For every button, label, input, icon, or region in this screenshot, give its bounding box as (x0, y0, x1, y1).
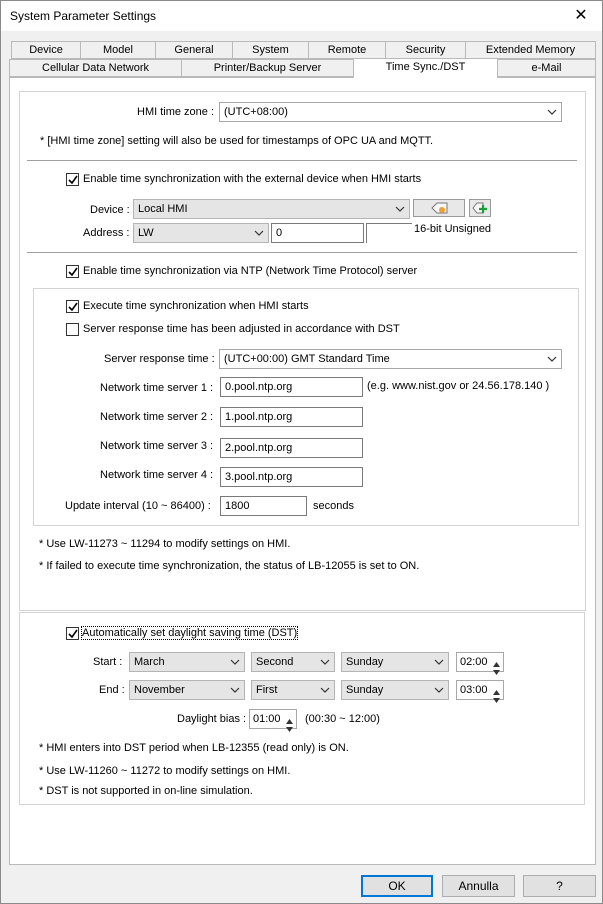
address-label: Address : (83, 227, 130, 239)
dst-end-day-value: Sunday (346, 684, 384, 696)
ntp-server-2-label: Network time server 2 : (100, 411, 214, 423)
spin-arrows (492, 682, 502, 698)
divider (27, 160, 577, 161)
chevron-down-icon (320, 681, 330, 699)
dst-group (19, 612, 585, 805)
chevron-down-icon (395, 200, 405, 218)
dst-start-week-select[interactable] (251, 652, 335, 672)
spin-down-icon[interactable] (493, 691, 500, 709)
dst-note-1: * HMI enters into DST period when LB-12355 (read only) is ON. (39, 742, 349, 754)
hmi-time-zone-select[interactable] (219, 102, 562, 122)
chevron-down-icon (320, 653, 330, 671)
dst-end-time-spinner[interactable] (456, 680, 504, 700)
ntp-server-3-label: Network time server 3 : (100, 440, 214, 452)
dst-note-2: * Use LW-11260 ~ 11272 to modify settings on HMI. (39, 765, 291, 777)
device-settings-button[interactable] (413, 199, 465, 217)
daylight-bias-label: Daylight bias : (177, 713, 247, 725)
spin-down-icon[interactable] (493, 663, 500, 681)
ntp-server-4-label: Network time server 4 : (100, 469, 214, 481)
tab-model[interactable]: Model (80, 41, 156, 59)
ntp-sync-checkbox[interactable] (66, 265, 79, 278)
tab-time-sync-dst[interactable]: Time Sync./DST (353, 58, 498, 78)
spin-down-icon[interactable] (286, 720, 293, 738)
dst-checkbox[interactable] (66, 627, 79, 640)
data-format-label: 16-bit Unsigned (414, 223, 492, 235)
add-device-button[interactable] (469, 199, 491, 217)
server-response-label: Server response time : (104, 353, 215, 365)
address-input[interactable]: 0 (271, 223, 364, 243)
dst-end-week-value: First (256, 684, 278, 696)
address-type-value: LW (138, 227, 154, 239)
dst-adjusted-checkbox[interactable] (66, 323, 79, 336)
time-zone-note: * [HMI time zone] setting will also be used for timestamps of OPC UA and MQTT. (40, 135, 434, 147)
spin-arrows (285, 711, 295, 727)
dst-start-label: Start : (93, 656, 123, 668)
daylight-bias-spinner[interactable] (249, 709, 297, 729)
hmi-time-zone-value: (UTC+08:00) (224, 106, 288, 118)
ntp-settings-group (33, 288, 579, 526)
ntp-server-4-input[interactable]: 3.pool.ntp.org (220, 467, 363, 487)
exec-on-start-checkbox[interactable] (66, 300, 79, 313)
chevron-down-icon (254, 224, 264, 242)
check-icon (68, 302, 78, 312)
chevron-down-icon (547, 103, 557, 121)
divider (27, 252, 577, 253)
chevron-down-icon (434, 653, 444, 671)
server-response-select[interactable] (219, 349, 562, 369)
spin-arrows (492, 654, 502, 670)
dst-end-month-select[interactable] (129, 680, 245, 700)
tab-printer-backup-server[interactable]: Printer/Backup Server (181, 59, 354, 77)
update-interval-unit: seconds (313, 500, 354, 512)
ntp-server-3-input[interactable]: 2.pool.ntp.org (220, 438, 363, 458)
hmi-time-zone-label: HMI time zone : (137, 106, 215, 118)
dst-end-day-select[interactable] (341, 680, 449, 700)
ntp-server-1-input[interactable]: 0.pool.ntp.org (220, 377, 363, 397)
dst-start-day-value: Sunday (346, 656, 384, 668)
tab-panel (9, 77, 596, 865)
ntp-note-2: * If failed to execute time synchronization, the status of LB-12055 is set to ON. (39, 560, 420, 572)
tab-extended-memory[interactable]: Extended Memory (465, 41, 596, 59)
daylight-bias-range: (00:30 ~ 12:00) (305, 713, 380, 725)
dst-note-3: * DST is not supported in on-line simulation. (39, 785, 253, 797)
dst-start-day-select[interactable] (341, 652, 449, 672)
external-sync-checkbox[interactable] (66, 173, 79, 186)
tab-system[interactable]: System (232, 41, 309, 59)
check-icon (68, 267, 78, 277)
dst-end-month-value: November (134, 684, 185, 696)
tab-device[interactable]: Device (11, 41, 81, 59)
ntp-sync-label: Enable time synchronization via NTP (Network Time Protocol) server (83, 265, 418, 277)
exec-on-start-label: Execute time synchronization when HMI starts (83, 300, 309, 312)
chevron-down-icon (547, 350, 557, 368)
ntp-server-1-label: Network time server 1 : (100, 382, 214, 394)
close-icon[interactable]: ✕ (574, 7, 588, 24)
window-title: System Parameter Settings (10, 9, 157, 23)
dst-end-label: End : (99, 684, 125, 696)
chevron-down-icon (230, 653, 240, 671)
dst-adjusted-label: Server response time has been adjusted in accordance with DST (83, 323, 400, 335)
check-icon (68, 629, 78, 639)
dst-start-time-spinner[interactable] (456, 652, 504, 672)
address-extra-field[interactable] (366, 223, 412, 243)
server-response-value: (UTC+00:00) GMT Standard Time (224, 353, 390, 365)
device-label: Device : (90, 204, 130, 216)
ok-button[interactable]: OK (361, 875, 433, 897)
time-sync-group (19, 91, 586, 611)
tag-icon (430, 201, 450, 215)
add-icon (472, 201, 488, 215)
dst-start-month-select[interactable] (129, 652, 245, 672)
ntp-server-2-input[interactable]: 1.pool.ntp.org (220, 407, 363, 427)
tab-cellular-data-network[interactable]: Cellular Data Network (9, 59, 182, 77)
chevron-down-icon (230, 681, 240, 699)
address-type-select[interactable] (133, 223, 269, 243)
help-button[interactable]: ? (523, 875, 596, 897)
tab-security[interactable]: Security (385, 41, 466, 59)
device-select[interactable] (133, 199, 410, 219)
chevron-down-icon (434, 681, 444, 699)
tab-remote[interactable]: Remote (308, 41, 386, 59)
device-value: Local HMI (138, 203, 188, 215)
title-bar (1, 1, 602, 31)
dst-start-month-value: March (134, 656, 165, 668)
dst-end-week-select[interactable] (251, 680, 335, 700)
update-interval-input[interactable]: 1800 (220, 496, 307, 516)
dst-start-week-value: Second (256, 656, 294, 668)
ntp-note-1: * Use LW-11273 ~ 11294 to modify settings on HMI. (39, 538, 291, 550)
tab-email[interactable]: e-Mail (497, 59, 596, 77)
cancel-button[interactable]: Annulla (442, 875, 515, 897)
check-icon (68, 175, 78, 185)
update-interval-label: Update interval (10 ~ 86400) : (65, 500, 211, 512)
daylight-bias-value: 01:00 (253, 713, 281, 725)
dst-label: Automatically set daylight saving time (DST) (82, 627, 298, 639)
external-sync-label: Enable time synchronization with the external device when HMI starts (83, 173, 422, 185)
tab-general[interactable]: General (155, 41, 233, 59)
dst-start-time-value: 02:00 (460, 656, 488, 668)
dst-end-time-value: 03:00 (460, 684, 488, 696)
server-example-hint: (e.g. www.nist.gov or 24.56.178.140 ) (367, 380, 550, 392)
